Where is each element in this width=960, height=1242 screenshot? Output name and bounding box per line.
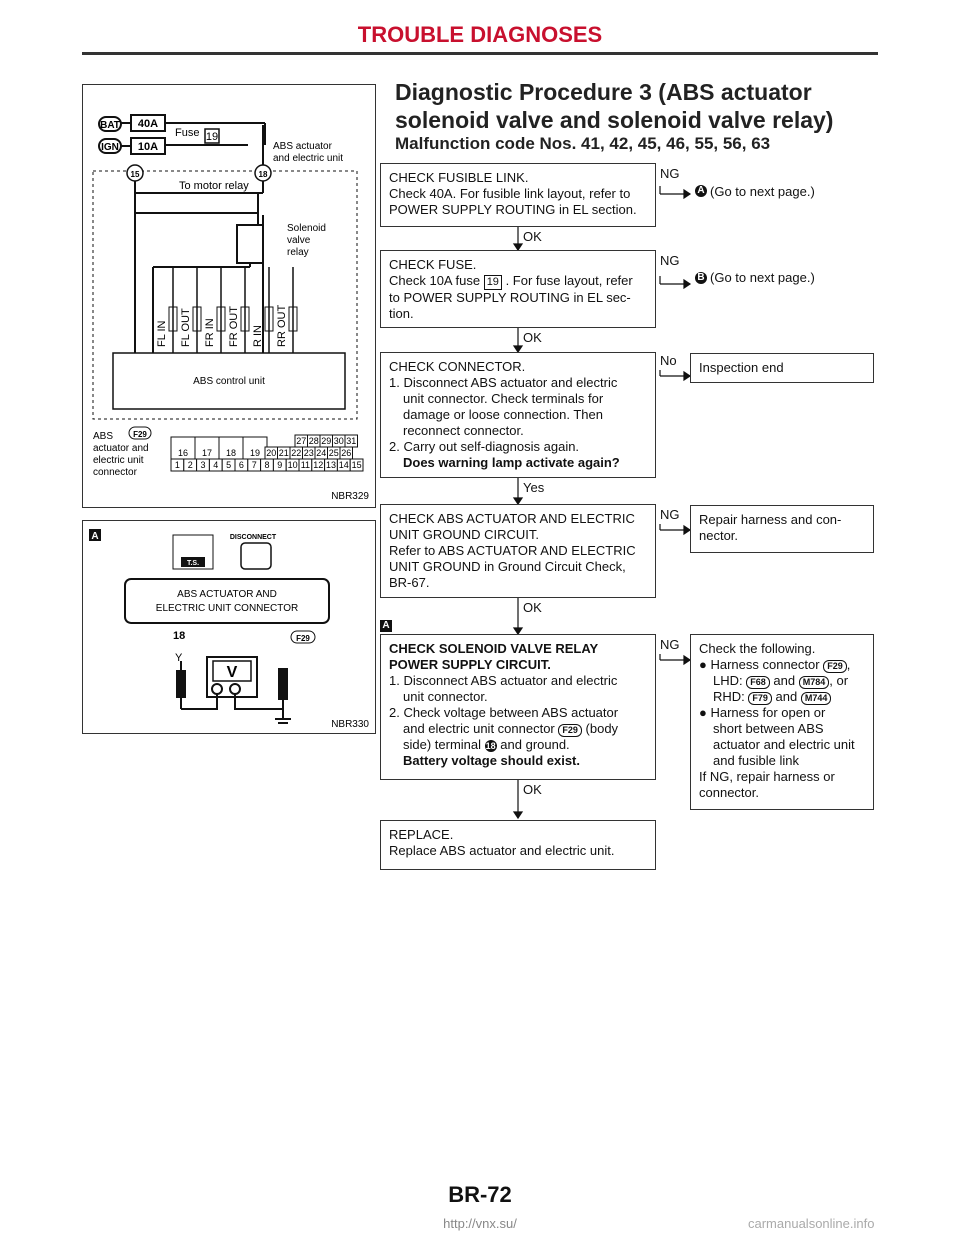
step-text-a: side) terminal: [403, 737, 482, 752]
result-text: [699, 673, 865, 689]
result-text: short between ABS: [713, 721, 824, 736]
footer-url[interactable]: http://vnx.su/: [443, 1216, 517, 1231]
result-text: Check the following.: [699, 641, 816, 656]
fuse-label: Fuse: [175, 127, 200, 139]
connector-code: F79: [748, 692, 772, 705]
valve-label: FR IN: [204, 318, 216, 347]
connector-pin-number: 14: [338, 460, 349, 470]
bat-label: BAT: [100, 120, 120, 131]
ign-fuse-label: 10A: [137, 141, 159, 153]
connector-pins: [171, 435, 363, 471]
step-fusible-link: [380, 163, 656, 227]
voltage-check-figure: [82, 520, 376, 734]
connector-pin-number: 31: [346, 436, 357, 446]
connector-pin-number: 5: [226, 460, 232, 470]
step-text: unit connector. Check terminals for: [403, 391, 604, 406]
voltage-check-svg: [83, 521, 375, 733]
step-text-a: Check 10A fuse: [389, 273, 481, 288]
step-heading: UNIT GROUND CIRCUIT.: [389, 527, 539, 542]
figure-id-2: NBR330: [331, 719, 369, 730]
yes-label: Yes: [523, 480, 545, 495]
connector-pin-number: 20: [266, 448, 277, 458]
step-connector: [380, 352, 656, 478]
wire-label: Y: [175, 652, 183, 664]
conn-label-2: actuator and: [93, 443, 149, 454]
step-text: [389, 737, 647, 753]
step-text: 2. Check voltage between ABS actuator: [389, 705, 619, 720]
f29-code: F29: [296, 634, 310, 643]
step-mark-a: A: [380, 620, 392, 632]
wiring-diagram: [82, 84, 376, 508]
connector-pin-number: 9: [277, 460, 283, 470]
step-heading: CHECK FUSE.: [389, 257, 477, 272]
result-text-b: and: [773, 673, 796, 688]
disconnect-label: DISCONNECT: [229, 534, 277, 541]
step-text: [389, 273, 647, 290]
ok-label: OK: [523, 782, 542, 797]
connector-pin-number: 4: [213, 460, 219, 470]
step-text: 1. Disconnect ABS actuator and electric: [389, 375, 618, 390]
connector-code: F68: [746, 676, 770, 689]
wiring-diagram-svg: [83, 85, 375, 507]
step-heading: CHECK FUSIBLE LINK.: [389, 170, 529, 185]
header-rule: [82, 52, 878, 55]
result-text: If NG, repair harness or: [699, 769, 835, 784]
step-text: damage or loose connection. Then: [403, 407, 603, 422]
terminal-number: 18: [485, 741, 496, 751]
result-text-a: Harness for open or: [710, 705, 826, 720]
connector-pin-number: 12: [313, 460, 324, 470]
figure-mark: A: [91, 531, 99, 542]
connector-code: M744: [801, 692, 832, 705]
valve-label: FL OUT: [180, 308, 192, 347]
connector-code: F29: [823, 660, 847, 673]
result-mark-b: B: [695, 272, 707, 284]
step-text: unit connector.: [403, 689, 488, 704]
step-text: 1. Disconnect ABS actuator and electric: [389, 673, 618, 688]
conn-label-4: connector: [93, 467, 137, 478]
no-label: No: [660, 353, 677, 368]
relay-label-3: relay: [287, 247, 309, 258]
header-title: TROUBLE DIAGNOSES: [357, 22, 603, 47]
connector-code: F29: [558, 724, 582, 737]
watermark: carmanualsonline.info: [748, 1216, 875, 1231]
step-text: to POWER SUPPLY ROUTING in EL sec-: [389, 290, 631, 305]
step-text: tion.: [389, 306, 414, 321]
connector-pin-number: 6: [238, 460, 244, 470]
result-text: nector.: [699, 528, 739, 543]
connector-pin-number: 17: [201, 448, 213, 458]
result-text-b: and: [775, 689, 798, 704]
result-text: (Go to next page.): [710, 184, 815, 199]
result-text-c: , or: [829, 673, 849, 688]
result-text: [699, 689, 865, 705]
step-text: BR-67.: [389, 575, 430, 590]
connector-pin-number: 13: [325, 460, 337, 470]
connector-pin-number: 30: [333, 436, 344, 446]
result-text: ● Harness connector F29 ,: [699, 657, 851, 672]
ng-label: NG: [660, 166, 680, 181]
connector-pin-number: 25: [328, 448, 339, 458]
result-text: actuator and electric unit: [713, 737, 855, 752]
step-text: 2. Carry out self-diagnosis again.: [389, 439, 580, 454]
step-text-b: and ground.: [500, 737, 570, 752]
step-text-b: . For fuse layout, refer: [505, 273, 633, 288]
valve-label: FR OUT: [228, 306, 240, 347]
connector-label-1: ABS ACTUATOR AND: [177, 589, 277, 600]
result-text: connector.: [699, 785, 759, 800]
step-heading: CHECK SOLENOID VALVE RELAY: [389, 641, 599, 656]
step-heading: POWER SUPPLY CIRCUIT.: [389, 657, 551, 672]
connector-pin-number: 16: [177, 448, 189, 458]
result-mark-a: A: [695, 185, 707, 197]
ign-label: IGN: [101, 142, 119, 153]
valve-label: RR OUT: [276, 304, 288, 347]
step-heading: CHECK CONNECTOR.: [389, 359, 526, 374]
connector-pin-number: 27: [296, 436, 307, 446]
ts-label: T.S.: [186, 560, 200, 567]
ok-label: OK: [523, 229, 542, 244]
valve-label: R IN: [252, 325, 264, 347]
connector-pin-number: 19: [249, 448, 261, 458]
result-text: and fusible link: [713, 753, 799, 768]
step-fuse: [380, 250, 656, 328]
connector-pin-number: 24: [316, 448, 327, 458]
step-text-a: and electric unit connector: [403, 721, 555, 736]
step-text: reconnect connector.: [403, 423, 524, 438]
result-text-a: LHD:: [713, 673, 743, 688]
connector-label-2: ELECTRIC UNIT CONNECTOR: [155, 603, 299, 614]
connector-pin-number: 8: [264, 460, 270, 470]
connector-pin-number: 23: [303, 448, 314, 458]
conn-label-3: electric unit: [93, 455, 144, 466]
result-text-a: Harness connector: [710, 657, 820, 672]
valve-label: FL IN: [156, 320, 168, 347]
step-text: POWER SUPPLY ROUTING in EL section.: [389, 202, 637, 217]
relay-label-1: Solenoid: [287, 223, 326, 234]
connector-pin-number: 29: [321, 436, 332, 446]
result-text-a: RHD:: [713, 689, 745, 704]
connector-pin-number: 10: [287, 460, 298, 470]
connector-pin-number: 18: [225, 448, 237, 458]
connector-pin-number: 28: [308, 436, 319, 446]
ok-label: OK: [523, 600, 542, 615]
step-question: Does warning lamp activate again?: [403, 455, 620, 470]
step-text: UNIT GROUND in Ground Circuit Check,: [389, 559, 626, 574]
result-repair: [690, 505, 874, 553]
valve-labels: [156, 267, 297, 353]
page-title: Diagnostic Procedure 3 (ABS actuator solenoid valve and solenoid valve relay): [395, 79, 834, 133]
figure-id: NBR329: [331, 491, 369, 502]
step-text: Replace ABS actuator and electric unit.: [389, 843, 615, 858]
connector-pin-number: 15: [351, 460, 362, 470]
pin-label: 18: [173, 630, 186, 642]
ng-label: NG: [660, 253, 680, 268]
step-heading: CHECK ABS ACTUATOR AND ELECTRIC: [389, 511, 635, 526]
connector-pin-number: 1: [174, 460, 180, 470]
conn-code-label: F29: [133, 430, 147, 439]
connector-pin-number: 22: [291, 448, 302, 458]
step-solenoid-relay: [380, 634, 656, 780]
meter-label: V: [226, 664, 238, 681]
ng-label: NG: [660, 507, 680, 522]
conn-label-1: ABS: [93, 431, 114, 442]
pin-18-label: 18: [258, 170, 268, 179]
ok-label: OK: [523, 330, 542, 345]
connector-code: M784: [799, 676, 830, 689]
step-text: Check 40A. For fusible link layout, refer to: [389, 186, 631, 201]
pin-15-label: 15: [130, 170, 140, 179]
step-text-b: (body: [585, 721, 619, 736]
ng-label: NG: [660, 637, 680, 652]
connector-pin-number: 7: [251, 460, 257, 470]
page-number: BR-72: [448, 1182, 512, 1207]
fuse-number: 19: [484, 275, 502, 290]
relay-label-2: valve: [287, 235, 311, 246]
unit-label-2: and electric unit: [273, 153, 344, 164]
result-text: Repair harness and con-: [699, 512, 842, 527]
result-text: ● Harness for open or: [699, 705, 826, 720]
motor-relay-label: To motor relay: [179, 180, 249, 192]
connector-pin-number: 2: [187, 460, 193, 470]
control-unit-label: ABS control unit: [193, 376, 265, 387]
connector-pin-number: 26: [341, 448, 352, 458]
result-inspection-end: Inspection end: [690, 353, 874, 383]
connector-pin-number: 11: [300, 460, 311, 470]
page-subtitle: Malfunction code Nos. 41, 42, 45, 46, 55, 56, 63: [395, 134, 771, 153]
connector-pin-number: 3: [200, 460, 206, 470]
unit-label-1: ABS actuator: [273, 141, 332, 152]
connector-pin-number: 21: [278, 448, 289, 458]
step-expected: Battery voltage should exist.: [403, 753, 580, 768]
step-text: Refer to ABS ACTUATOR AND ELECTRIC: [389, 543, 636, 558]
step-replace: [380, 820, 656, 870]
step-heading: REPLACE.: [389, 827, 454, 842]
bat-fuse-label: 40A: [137, 118, 159, 130]
result-check-following: [690, 634, 874, 810]
step-ground-circuit: [380, 504, 656, 598]
fuse-number: 19: [205, 131, 219, 143]
step-text: [389, 721, 647, 737]
result-text: (Go to next page.): [710, 270, 815, 285]
